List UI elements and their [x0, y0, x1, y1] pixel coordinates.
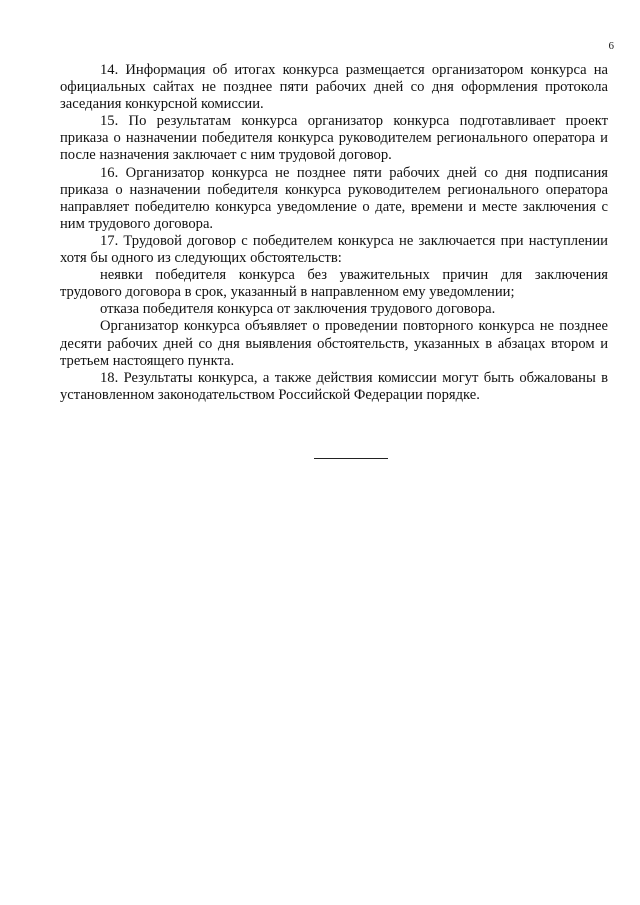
paragraph-15: 15. По результатам конкурса организатор конкурса подготавливает проект приказа о назначении победителя конкурса руководителем регионального оператора и после назначения заключает с ним трудовой договор.	[60, 113, 608, 164]
paragraph-17-item-2: отказа победителя конкурса от заключения трудового договора.	[100, 301, 496, 318]
paragraph-18: 18. Результаты конкурса, а также действия комиссии могут быть обжалованы в установленном законодательством Российской Федерации порядке.	[60, 369, 608, 403]
paragraph-17-repeat-contest: Организатор конкурса объявляет о проведении повторного конкурса не позднее десяти рабочих дней со дня выявления обстоятельств, указанных в абзацах втором и третьем настоящего пункта.	[60, 318, 608, 369]
end-divider-line	[314, 458, 388, 459]
paragraph-16: 16. Организатор конкурса не позднее пяти рабочих дней со дня подписания приказа о назначении победителя конкурса руководителем регионального оператора направляет победителю конкурса уведомление о дате, времени и месте заключения с ним трудового договора.	[60, 164, 608, 232]
paragraph-14: 14. Информация об итогах конкурса размещается организатором конкурса на официальных сайтах не позднее пяти рабочих дней со дня оформления протокола заседания конкурсной комиссии.	[60, 62, 608, 113]
document-body	[60, 62, 608, 404]
page-number: 6	[608, 40, 614, 52]
paragraph-17: 17. Трудовой договор с победителем конкурса не заключается при наступлении хотя бы одного из следующих обстоятельств:	[60, 232, 608, 267]
paragraph-17-item-1: неявки победителя конкурса без уважительных причин для заключения трудового договора в срок, указанный в направленном ему уведомлении;	[60, 267, 608, 301]
